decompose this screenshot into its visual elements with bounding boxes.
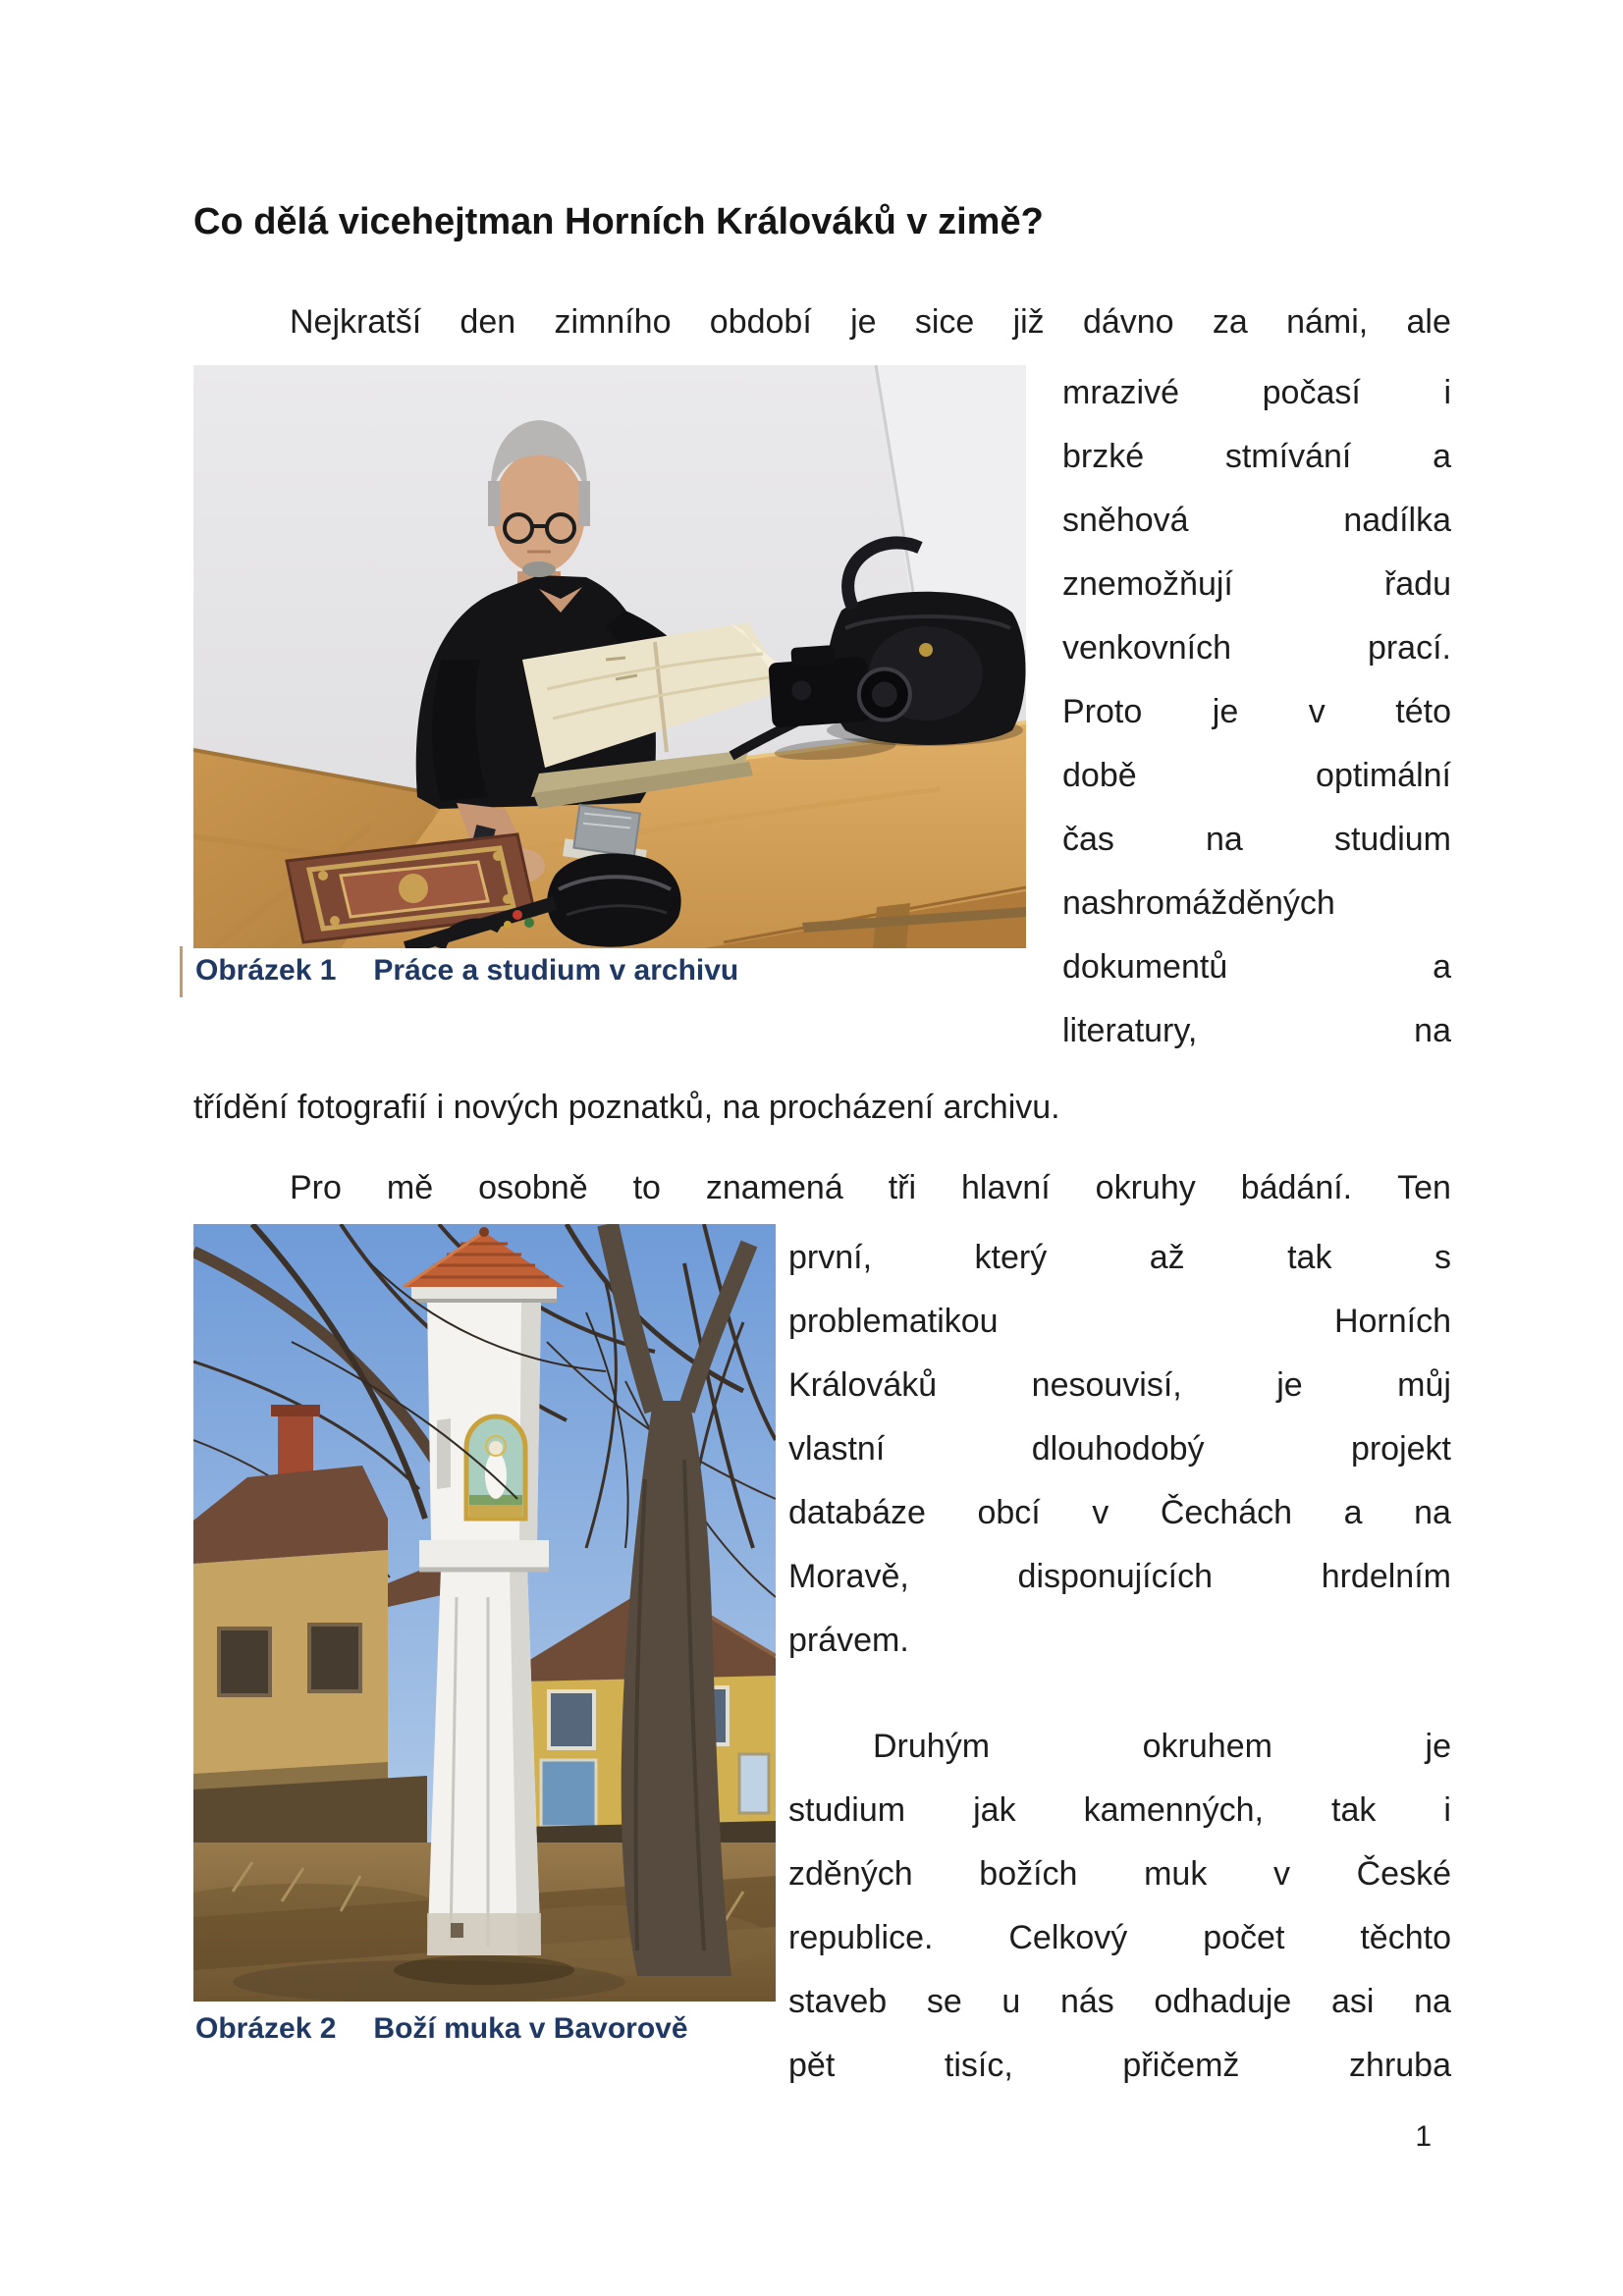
figure-1-caption	[195, 954, 1026, 988]
text-line	[1062, 489, 1451, 553]
word: nadílka	[1343, 502, 1451, 539]
word: Druhým	[873, 1728, 991, 1765]
word: vlastní	[788, 1430, 886, 1468]
word: je	[850, 303, 877, 341]
text-line	[1062, 361, 1451, 425]
shrine-cornice	[419, 1540, 549, 1570]
text-line	[1062, 935, 1451, 999]
word: studium	[1333, 821, 1451, 858]
word: mě	[386, 1169, 434, 1206]
word: disponujících	[1017, 1558, 1213, 1595]
word: Pro	[290, 1169, 342, 1206]
word: muk	[1144, 1855, 1208, 1893]
word: počasí	[1262, 374, 1361, 411]
word: čas	[1062, 821, 1114, 858]
word: době	[1062, 757, 1137, 794]
word: námi,	[1286, 303, 1369, 341]
word: na	[1414, 1494, 1451, 1531]
paragraph-1-first-line	[193, 291, 1451, 354]
word: problematikou	[788, 1303, 999, 1340]
word: obcí	[977, 1494, 1041, 1531]
word: Čechách	[1160, 1494, 1293, 1531]
word: přičemž	[1122, 2047, 1240, 2084]
text-line	[788, 1354, 1451, 1417]
text-line: nashromážděných	[1062, 884, 1335, 922]
word: sněhová	[1062, 502, 1189, 539]
word: osobně	[478, 1169, 588, 1206]
word: stmívání	[1224, 438, 1352, 475]
text-line	[1062, 553, 1451, 616]
word: projekt	[1350, 1430, 1451, 1468]
word: Horních	[1333, 1303, 1451, 1340]
text-line	[788, 1417, 1451, 1481]
word: tři	[888, 1169, 917, 1206]
word: počet	[1203, 1919, 1285, 1956]
word: dlouhodobý	[1031, 1430, 1205, 1468]
saint-figure	[485, 1452, 507, 1499]
text-line	[788, 1481, 1451, 1545]
word: tak	[1287, 1239, 1332, 1276]
text-line	[1062, 616, 1451, 680]
text-line: právem.	[788, 1622, 909, 1659]
word: a	[1433, 948, 1451, 986]
word: Nejkratší	[290, 303, 422, 341]
word: je	[1276, 1366, 1303, 1404]
word: mrazivé	[1062, 374, 1180, 411]
word: který	[974, 1239, 1048, 1276]
word: tisíc,	[944, 2047, 1013, 2084]
paragraph-2-first-line	[193, 1156, 1451, 1220]
word: řadu	[1383, 565, 1451, 603]
word: s	[1434, 1239, 1451, 1276]
page-number: 1	[1415, 2120, 1432, 2153]
word: literatury,	[1062, 1012, 1198, 1049]
word: den	[460, 303, 516, 341]
word: v	[1272, 1855, 1290, 1893]
word: asi	[1330, 1983, 1375, 2020]
word: můj	[1397, 1366, 1451, 1404]
word: a	[1433, 438, 1451, 475]
word: v	[1308, 693, 1325, 730]
word: sice	[914, 303, 975, 341]
word: databáze	[788, 1494, 926, 1531]
word: staveb	[788, 1983, 888, 2020]
text-line	[1062, 999, 1451, 1063]
text-line: třídění fotografií i nových poznatků, na procházení archivu.	[193, 1089, 1060, 1126]
word: na	[1414, 1012, 1451, 1049]
word: již	[1012, 303, 1045, 341]
figure-1-caption-label: Obrázek 1	[195, 954, 337, 987]
word: bádání.	[1240, 1169, 1353, 1206]
word: nás	[1059, 1983, 1114, 2020]
figure-1-photo	[193, 365, 1026, 948]
word: prací.	[1367, 629, 1451, 667]
word: zhruba	[1349, 2047, 1451, 2084]
text-line	[788, 1545, 1451, 1609]
figure-2-caption-label: Obrázek 2	[195, 2012, 337, 2045]
text-line	[1062, 744, 1451, 808]
gray-goatee	[522, 561, 556, 577]
word: nesouvisí,	[1031, 1366, 1182, 1404]
word: pět	[788, 2047, 836, 2084]
text-line	[788, 1779, 1451, 1842]
word: zděných	[788, 1855, 913, 1893]
word: Proto	[1062, 693, 1143, 730]
paragraph-1-wrap-column	[1062, 361, 1451, 1063]
word: jak	[973, 1791, 1016, 1829]
text-line	[788, 1226, 1451, 1290]
word: České	[1356, 1855, 1451, 1893]
window	[549, 1691, 594, 1748]
word: první,	[788, 1239, 873, 1276]
word: okruhy	[1095, 1169, 1196, 1206]
word: za	[1212, 303, 1248, 341]
face	[493, 452, 585, 573]
text-line	[193, 291, 1451, 354]
bag-logo	[919, 643, 933, 657]
paragraph-2-wrap-column	[788, 1226, 1451, 1673]
word: studium	[788, 1791, 906, 1829]
word: hlavní	[960, 1169, 1051, 1206]
paragraph-1-closing-line	[193, 1076, 1451, 1140]
word: této	[1395, 693, 1451, 730]
keyring	[513, 910, 522, 920]
figure-2-photo	[193, 1224, 776, 2002]
text-line	[788, 1842, 1451, 1906]
word: až	[1149, 1239, 1185, 1276]
word: těchto	[1360, 1919, 1451, 1956]
word: dávno	[1082, 303, 1174, 341]
word: je	[1425, 1728, 1451, 1765]
word: venkovních	[1062, 629, 1231, 667]
text-line	[788, 1970, 1451, 2034]
archive-study-photo-illustration	[193, 365, 1026, 948]
text-line	[193, 1156, 1451, 1220]
word: Ten	[1397, 1169, 1451, 1206]
window	[219, 1629, 270, 1695]
page-title: Co dělá vicehejtman Horních Králováků v zimě?	[193, 201, 1044, 242]
word: zimního	[554, 303, 672, 341]
word: optimální	[1316, 757, 1451, 794]
text-line	[788, 1906, 1451, 1970]
word: i	[1443, 374, 1451, 411]
word: a	[1343, 1494, 1363, 1531]
word: tak	[1331, 1791, 1377, 1829]
word: i	[1443, 1791, 1451, 1829]
text-line	[1062, 808, 1451, 872]
word: odhaduje	[1154, 1983, 1292, 2020]
word: se	[926, 1983, 962, 2020]
word: okruhem	[1142, 1728, 1272, 1765]
word: republice.	[788, 1919, 934, 1956]
paragraph-3-wrap-column	[788, 1715, 1451, 2098]
word: Moravě,	[788, 1558, 909, 1595]
word: Celkový	[1008, 1919, 1128, 1956]
word: božích	[979, 1855, 1078, 1893]
window	[309, 1625, 360, 1691]
wayside-shrine-photo-illustration	[193, 1224, 776, 2002]
word: na	[1414, 1983, 1451, 2020]
blue-door	[541, 1760, 596, 1827]
word: u	[1001, 1983, 1021, 2020]
word: je	[1212, 693, 1239, 730]
word: brzké	[1062, 438, 1145, 475]
eaves-board	[411, 1287, 557, 1301]
word: období	[709, 303, 812, 341]
caption-anchor-mark	[180, 946, 183, 997]
text-line	[788, 1290, 1451, 1354]
word: ale	[1406, 303, 1451, 341]
word: v	[1092, 1494, 1109, 1531]
figure-2-caption	[195, 2012, 776, 2046]
word: znamená	[705, 1169, 843, 1206]
word: hrdelním	[1321, 1558, 1451, 1595]
word: Králováků	[788, 1366, 938, 1404]
figure-2-caption-text: Boží muka v Bavorově	[373, 2012, 688, 2045]
word: to	[632, 1169, 661, 1206]
word: dokumentů	[1062, 948, 1228, 986]
word: znemožňují	[1062, 565, 1233, 603]
text-line	[788, 2034, 1451, 2098]
text-line	[788, 1715, 1451, 1779]
text-line	[1062, 680, 1451, 744]
word: na	[1206, 821, 1243, 858]
figure-1-caption-text: Práce a studium v archivu	[373, 954, 739, 987]
text-line	[1062, 425, 1451, 489]
word: kamenných,	[1083, 1791, 1264, 1829]
